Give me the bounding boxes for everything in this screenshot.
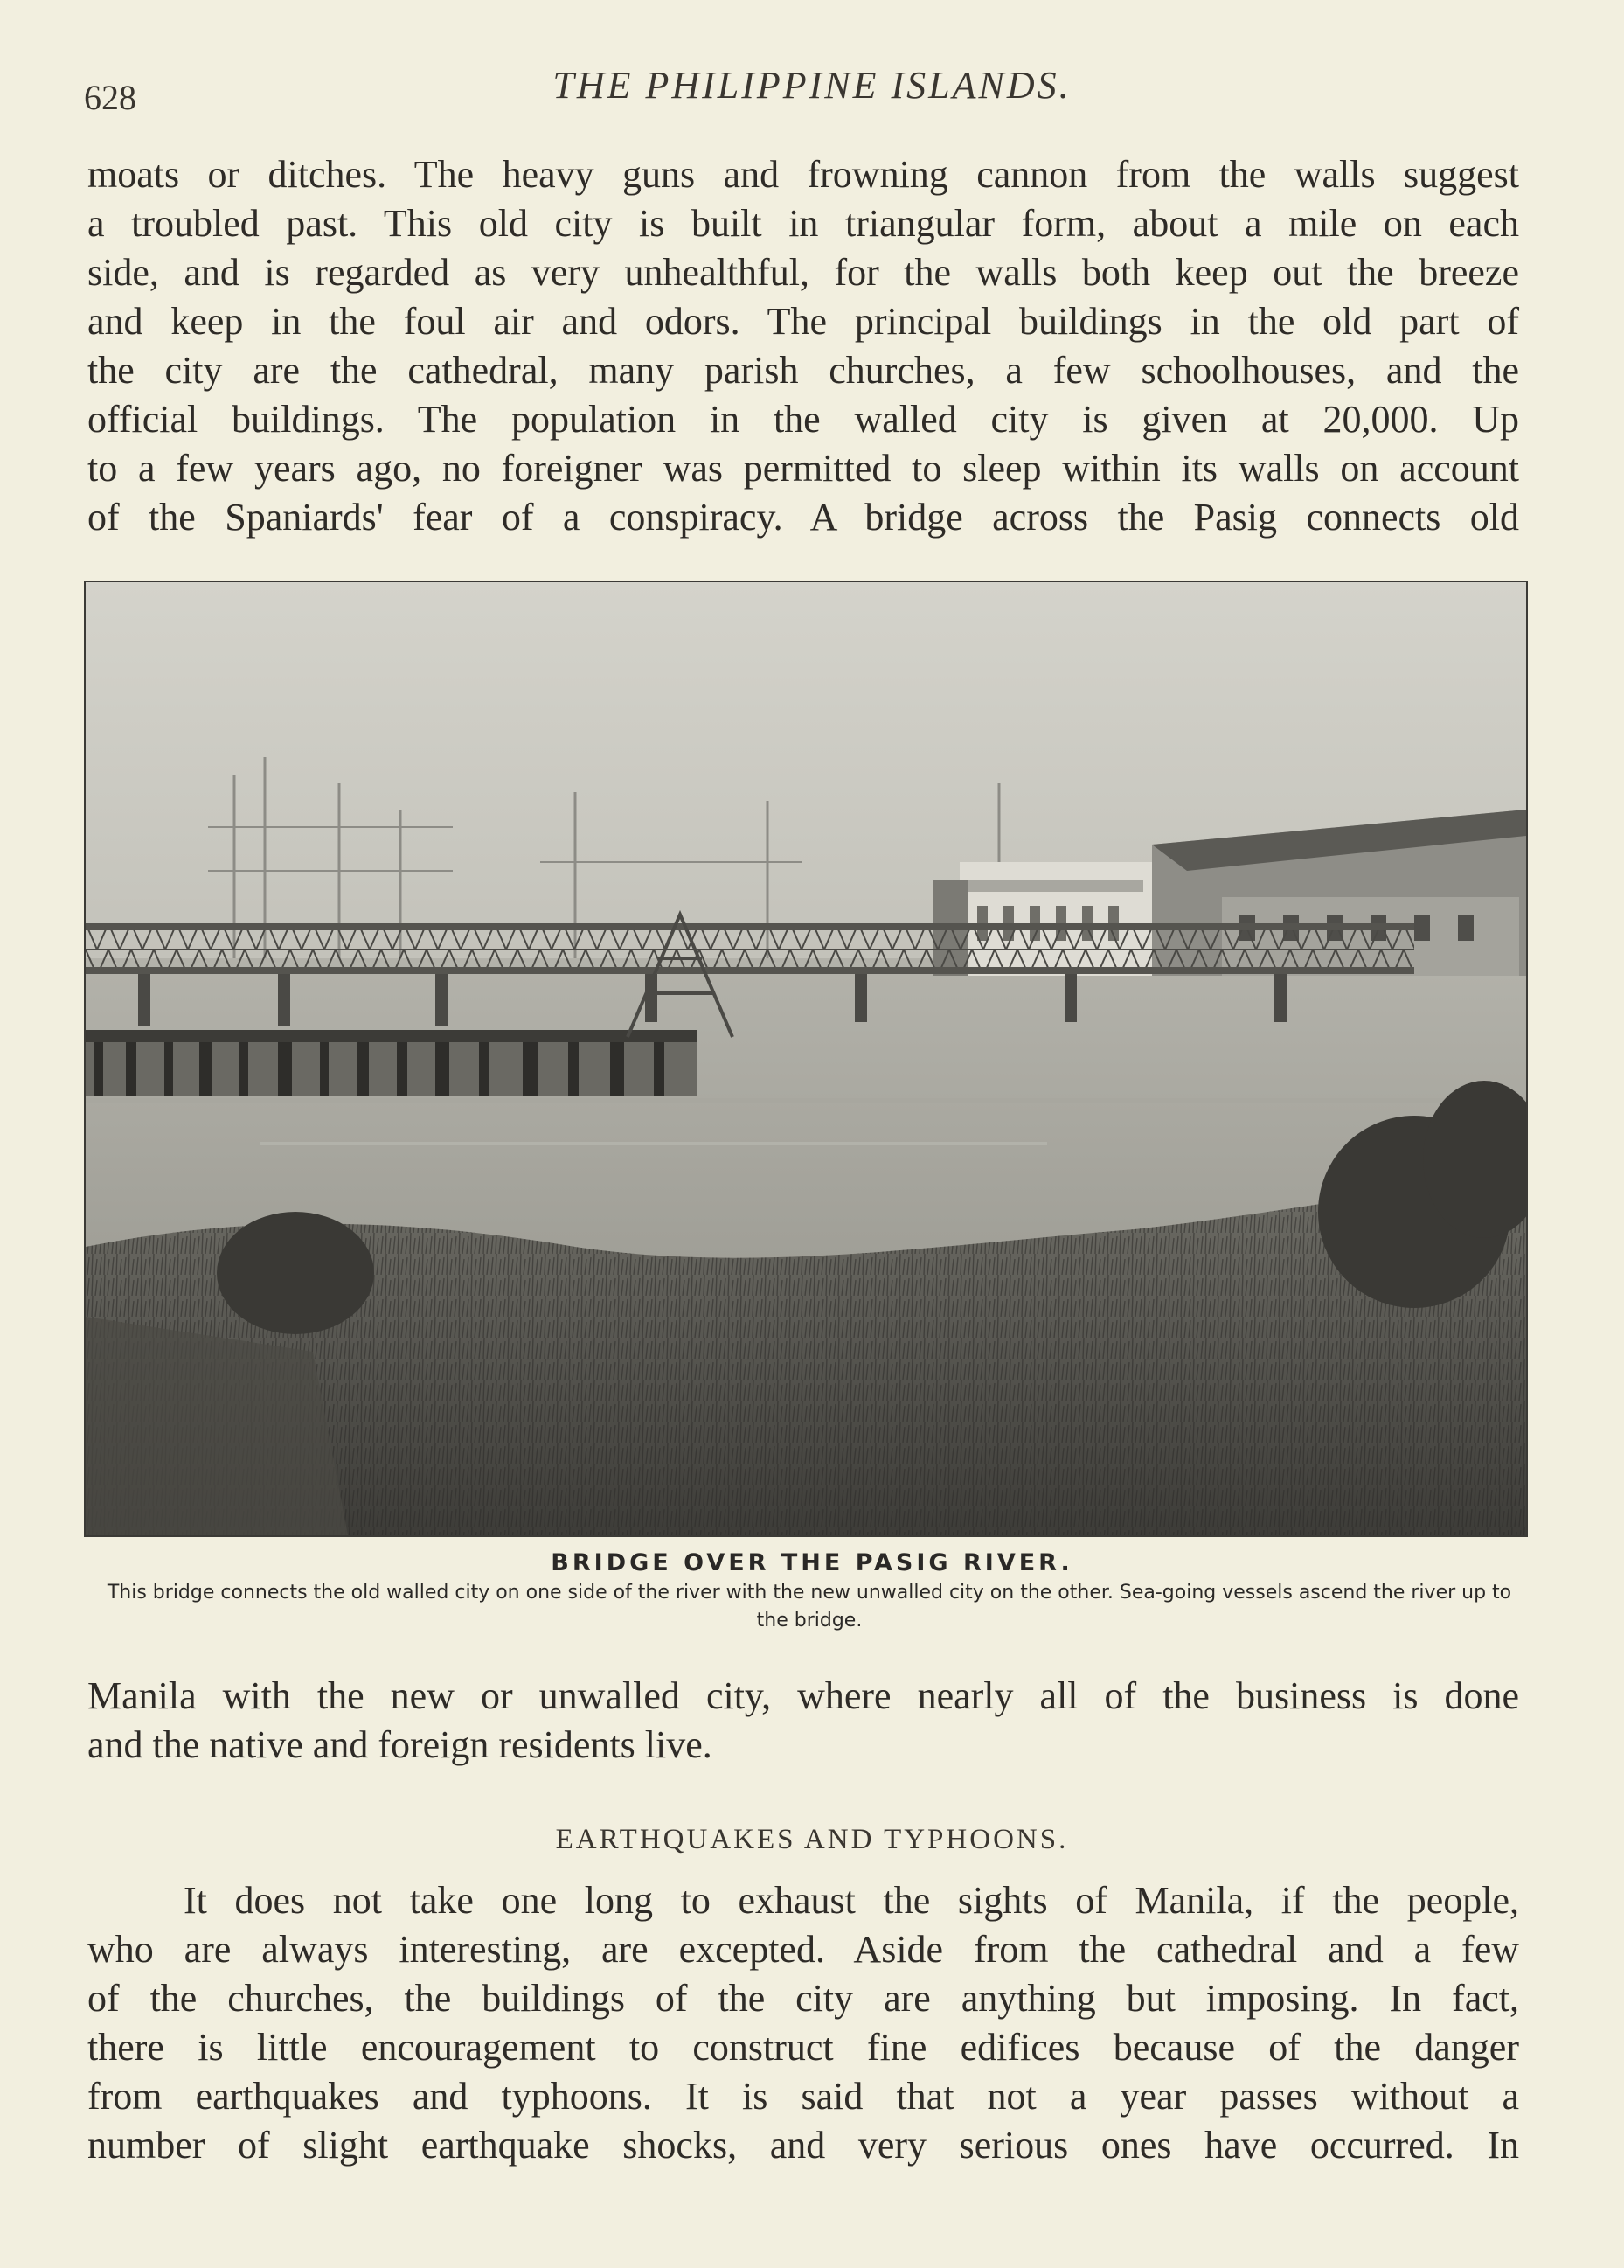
text-line: to a few years ago, no foreigner was permitted to sleep within its walls on account (87, 447, 1519, 490)
text-line: official buildings. The population in the walled city is given at 20,000. Up (87, 398, 1519, 441)
text-line: who are always interesting, are excepted. Aside from the cathedral and a few (87, 1928, 1519, 1971)
text-line: and keep in the foul air and odors. The principal buildings in the old part of (87, 300, 1519, 343)
text-line: moats or ditches. The heavy guns and frowning cannon from the walls suggest (87, 153, 1519, 196)
paragraph-continue (87, 1672, 1519, 1770)
text-line: side, and is regarded as very unhealthful, for the walls both keep out the breeze (87, 251, 1519, 294)
text-line: the city are the cathedral, many parish churches, a few schoolhouses, and the (87, 349, 1519, 392)
text-line: and the native and foreign residents live. (87, 1723, 712, 1766)
page-number: 628 (84, 78, 136, 117)
bridge-photograph (84, 581, 1528, 1537)
bridge-photograph-drawing (86, 582, 1526, 1535)
text-line: Manila with the new or unwalled city, where nearly all of the business is done (87, 1674, 1519, 1717)
figure-caption-title: BRIDGE OVER THE PASIG RIVER. (551, 1549, 1073, 1576)
text-line: number of slight earthquake shocks, and very serious ones have occurred. In (87, 2124, 1519, 2167)
figure-caption-text: This bridge connects the old walled city on one side of the river with the new unwalled city on the other. Sea-going vessels ascend the river up to the bridge. (107, 1582, 1512, 1631)
text-line: of the churches, the buildings of the city are anything but imposing. In fact, (87, 1977, 1519, 2020)
text-line: It does not take one long to exhaust the sights of Manila, if the people, (184, 1879, 1519, 1922)
text-line: a troubled past. This old city is built in triangular form, about a mile on each (87, 202, 1519, 245)
text-line: of the Spaniards' fear of a conspiracy. A bridge across the Pasig connects old (87, 496, 1519, 539)
text-line: from earthquakes and typhoons. It is said that not a year passes without a (87, 2075, 1519, 2118)
text-line: there is little encouragement to construct fine edifices because of the danger (87, 2026, 1519, 2069)
section-heading: EARTHQUAKES AND TYPHOONS. (555, 1824, 1069, 1855)
paragraph-top (87, 150, 1519, 542)
paragraph-earthquakes (87, 1876, 1519, 2170)
running-title: THE PHILIPPINE ISLANDS. (552, 64, 1072, 107)
